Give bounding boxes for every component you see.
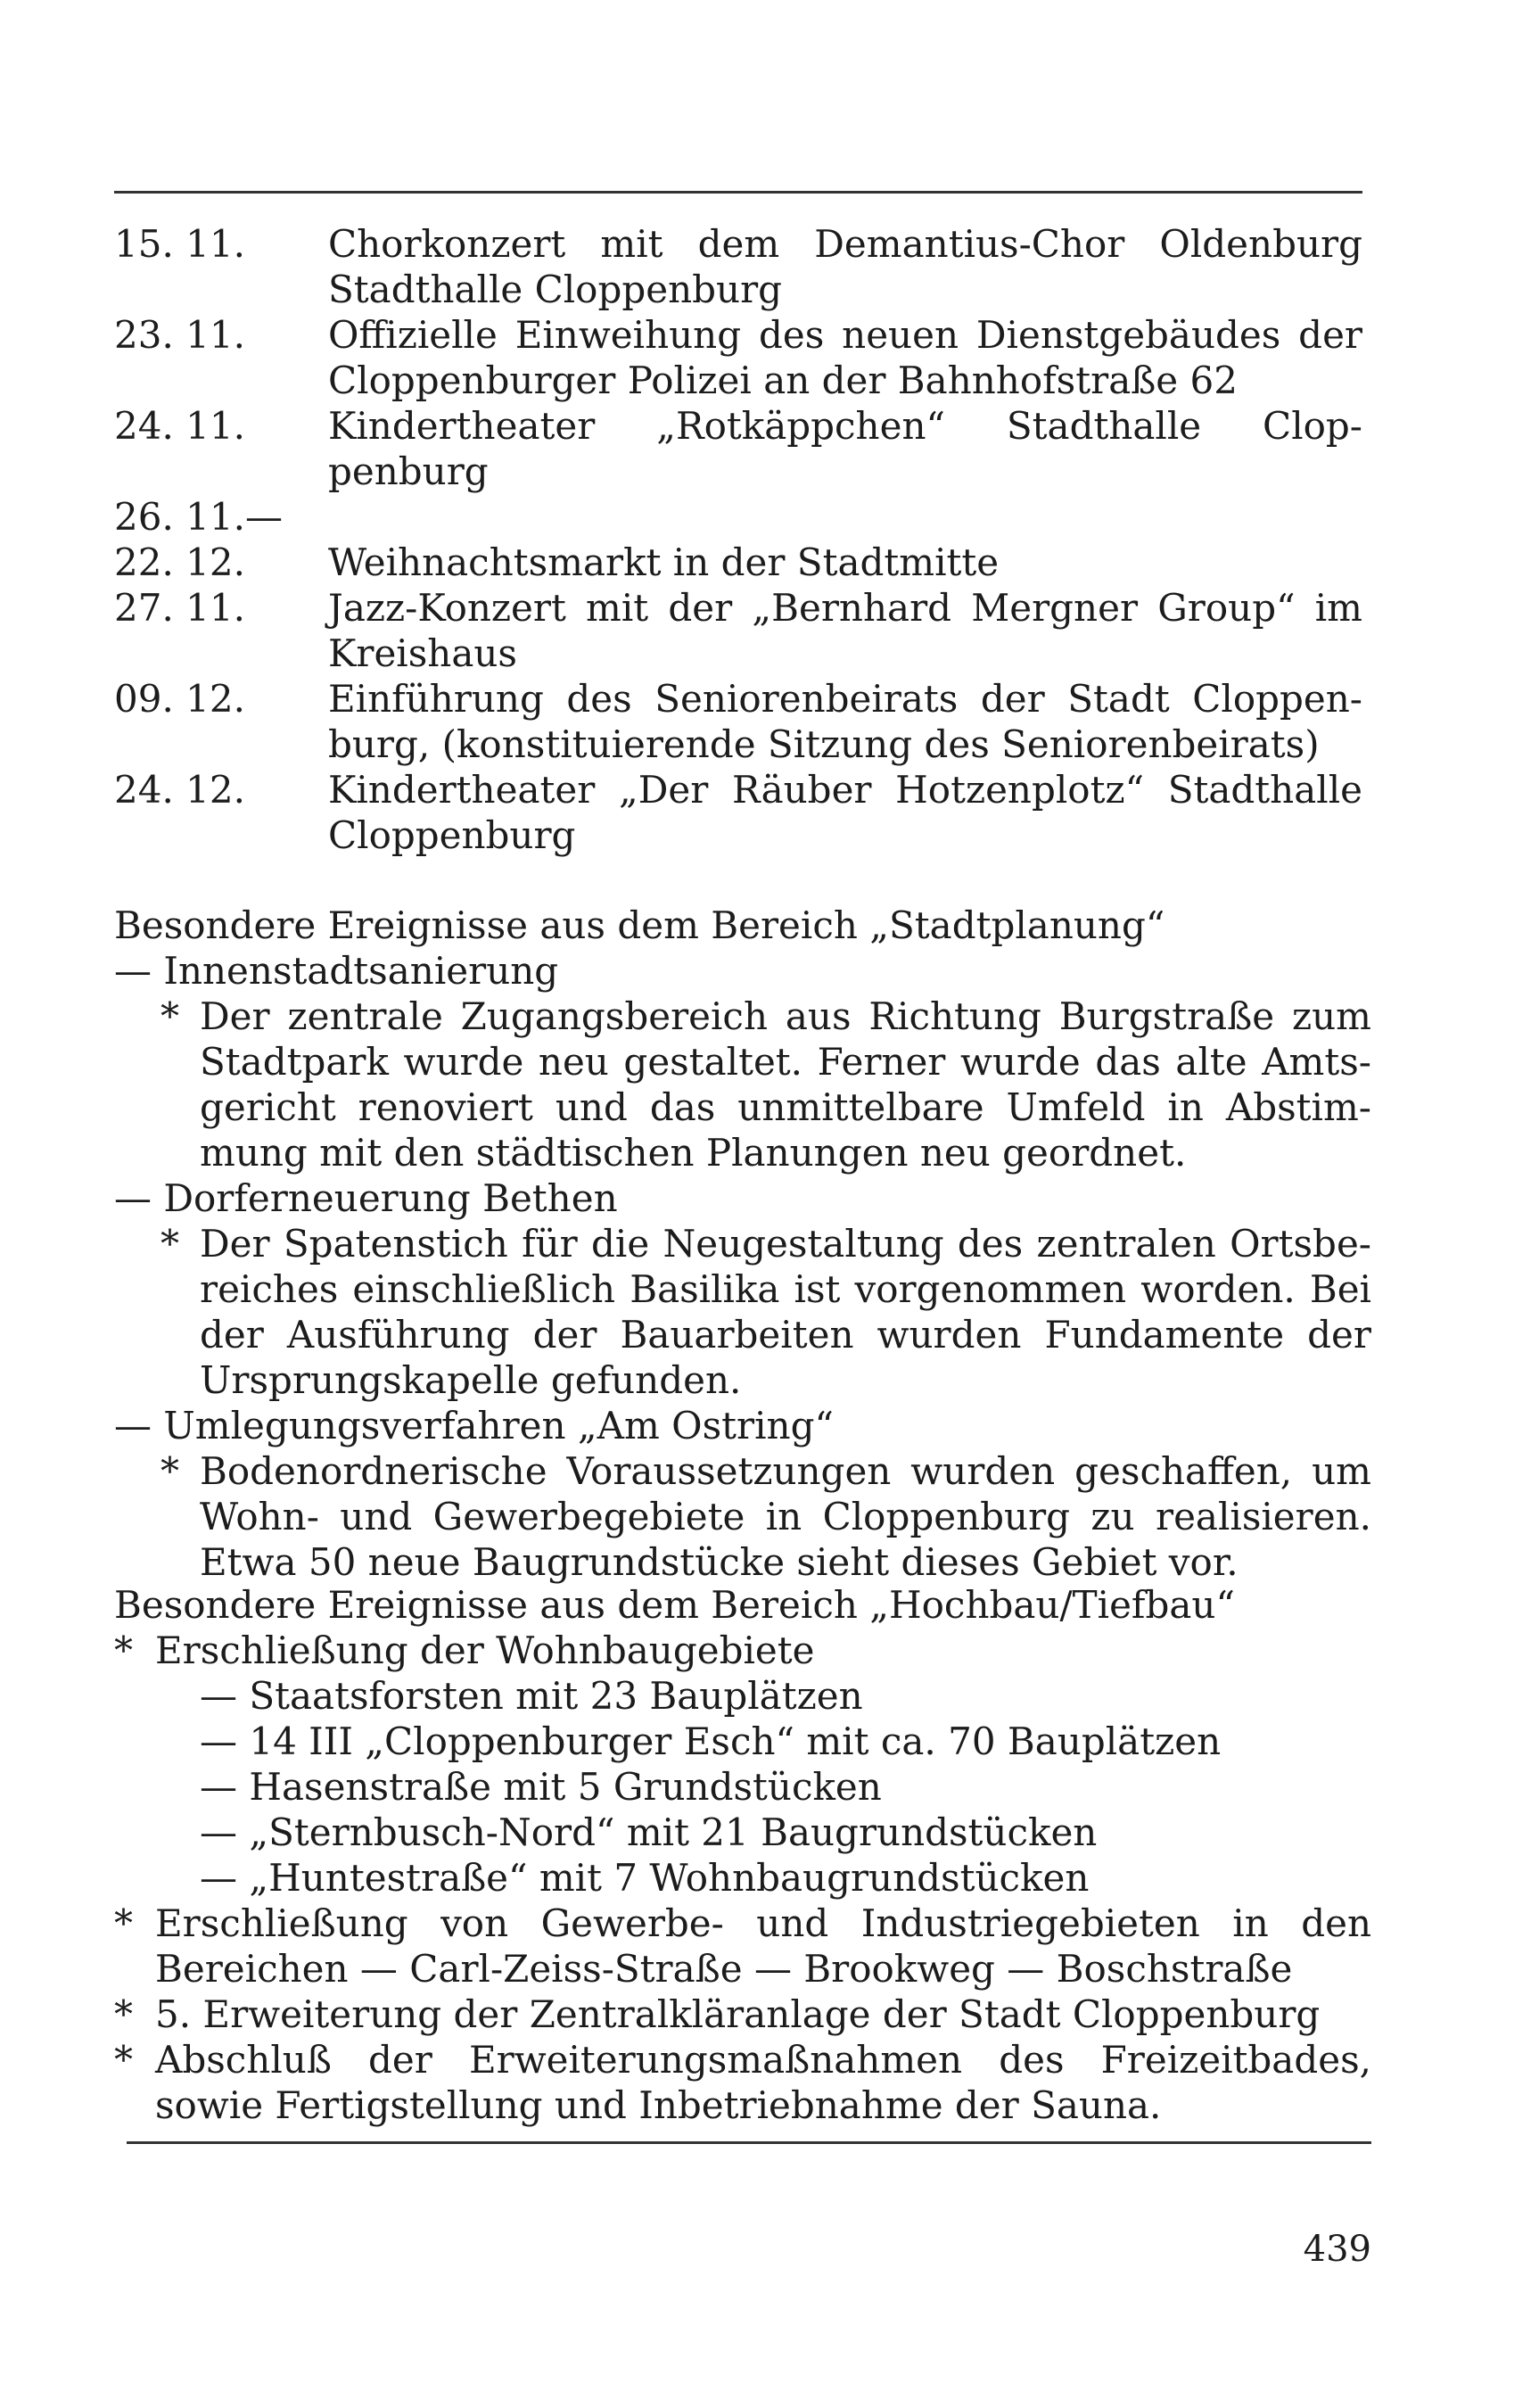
planning-item-details — [114, 994, 1371, 1175]
page-number: 439 — [1303, 2229, 1371, 2270]
wohnbau-subitem: — 14 III „Cloppenburger Esch“ mit ca. 70 Bauplätzen — [200, 1719, 1222, 1763]
event-row — [114, 494, 1362, 540]
wohnbau-subitem: — Hasenstraße mit 5 Grundstücken — [200, 1765, 882, 1809]
detail-line: Stadtpark wurde neu gestaltet. Ferner wurde das alte Amts- — [200, 1040, 1371, 1084]
event-line: Kreishaus — [328, 631, 517, 675]
event-line: Weihnachtsmarkt in der Stadtmitte — [328, 540, 1000, 584]
asterisk-bullet: * — [114, 1901, 133, 1945]
top-rule — [114, 191, 1362, 194]
event-line: Cloppenburg — [328, 813, 576, 857]
asterisk-bullet: * — [160, 1449, 179, 1493]
event-row — [114, 312, 1362, 403]
section-heading: Besondere Ereignisse aus dem Bereich „Hochbau/Tiefbau“ — [114, 1583, 1235, 1627]
hochbau-section — [114, 1582, 1371, 2128]
planning-item-label: — Innenstadtsanierung — [114, 949, 559, 993]
stadtplanung-section — [114, 903, 1371, 1585]
event-line: Einführung des Seniorenbeirats der Stadt Cloppen- — [328, 677, 1362, 721]
wohnbau-subitem: — Staatsforsten mit 23 Bauplätzen — [200, 1674, 863, 1718]
asterisk-bullet: * — [114, 2038, 133, 2082]
gewerbe-item: * Erschließung von Gewerbe- und Industriegebieten in den — [114, 1901, 1371, 1945]
event-row — [114, 676, 1362, 767]
detail-line: Etwa 50 neue Baugrundstücke sieht dieses Gebiet vor. — [200, 1540, 1239, 1584]
event-row — [114, 767, 1362, 858]
asterisk-bullet: * — [160, 994, 179, 1038]
event-date: 09. 12. — [114, 677, 245, 721]
event-date: 26. 11.— — [114, 495, 283, 539]
event-row — [114, 403, 1362, 494]
detail-line: * Bodenordnerische Voraussetzungen wurden geschaffen, um — [160, 1449, 1371, 1493]
bottom-rule — [127, 2141, 1371, 2144]
event-description — [328, 585, 1362, 676]
document-page — [114, 0, 1371, 2408]
event-line: Offizielle Einweihung des neuen Dienstgebäudes der — [328, 313, 1362, 357]
asterisk-bullet: * — [114, 1629, 133, 1672]
detail-line: Wohn- und Gewerbegebiete in Cloppenburg zu realisieren. — [200, 1495, 1371, 1538]
event-row — [114, 585, 1362, 676]
detail-line: * Der zentrale Zugangsbereich aus Richtung Burgstraße zum — [160, 994, 1371, 1038]
event-date: 15. 11. — [114, 222, 245, 266]
event-date: 23. 11. — [114, 313, 245, 357]
wohnbau-subitem: — „Huntestraße“ mit 7 Wohnbaugrundstücken — [200, 1856, 1090, 1900]
event-line: Stadthalle Cloppenburg — [328, 268, 783, 311]
planning-item-label: — Umlegungsverfahren „Am Ostring“ — [114, 1404, 834, 1447]
event-description — [328, 221, 1362, 312]
event-description — [328, 540, 1362, 585]
detail-line: reiches einschließlich Basilika ist vorgenommen worden. Bei — [200, 1267, 1371, 1311]
event-line: Kindertheater „Rotkäppchen“ Stadthalle Clop- — [328, 404, 1362, 448]
wohnbau-subitem: — „Sternbusch-Nord“ mit 21 Baugrundstücken — [200, 1810, 1098, 1854]
event-date: 27. 11. — [114, 586, 245, 630]
planning-item-label: — Dorferneuerung Bethen — [114, 1176, 618, 1220]
event-description — [328, 403, 1362, 494]
planning-item-details — [114, 1221, 1371, 1403]
event-row — [114, 221, 1362, 312]
detail-line: * Der Spatenstich für die Neugestaltung des zentralen Ortsbe- — [160, 1222, 1371, 1266]
detail-line: der Ausführung der Bauarbeiten wurden Fundamente der — [200, 1313, 1371, 1357]
section-heading: Besondere Ereignisse aus dem Bereich „Stadtplanung“ — [114, 903, 1165, 947]
event-description — [328, 676, 1362, 767]
event-line: burg, (konstituierende Sitzung des Seniorenbeirats) — [328, 722, 1320, 766]
event-line: Kindertheater „Der Räuber Hotzenplotz“ Stadthalle — [328, 768, 1362, 812]
detail-line: gericht renoviert und das unmittelbare Umfeld in Abstim- — [200, 1085, 1371, 1129]
freizeitbad-item: * Abschluß der Erweiterungsmaßnahmen des Freizeitbades, — [114, 2038, 1371, 2082]
event-date: 24. 11. — [114, 404, 245, 448]
event-date: 24. 12. — [114, 768, 245, 812]
klaeranlage-item: * 5. Erweiterung der Zentralkläranlage der Stadt Cloppenburg — [114, 1992, 1321, 2036]
event-line: Chorkonzert mit dem Demantius-Chor Oldenburg — [328, 222, 1362, 266]
event-line: penburg — [328, 449, 489, 493]
detail-line: mung mit den städtischen Planungen neu geordnet. — [200, 1131, 1187, 1175]
planning-item — [114, 948, 1371, 1175]
asterisk-bullet: * — [114, 1992, 133, 2036]
event-description — [328, 312, 1362, 403]
event-date: 22. 12. — [114, 540, 245, 584]
event-list — [114, 221, 1362, 858]
gewerbe-item-continued: Bereichen — Carl-Zeiss-Straße — Brookweg — Boschstraße — [155, 1947, 1293, 1991]
event-row — [114, 540, 1362, 585]
planning-item — [114, 1403, 1371, 1585]
event-description — [328, 767, 1362, 858]
event-line: Jazz-Konzert mit der „Bernhard Mergner Group“ im — [328, 586, 1362, 630]
detail-line: Ursprungskapelle gefunden. — [200, 1358, 742, 1402]
event-line: Cloppenburger Polizei an der Bahnhofstraße 62 — [328, 359, 1238, 402]
freizeitbad-item-continued: sowie Fertigstellung und Inbetriebnahme der Sauna. — [155, 2083, 1162, 2127]
planning-item — [114, 1175, 1371, 1403]
wohnbau-item: * Erschließung der Wohnbaugebiete — [114, 1629, 815, 1672]
asterisk-bullet: * — [160, 1222, 179, 1266]
planning-item-details — [114, 1448, 1371, 1585]
